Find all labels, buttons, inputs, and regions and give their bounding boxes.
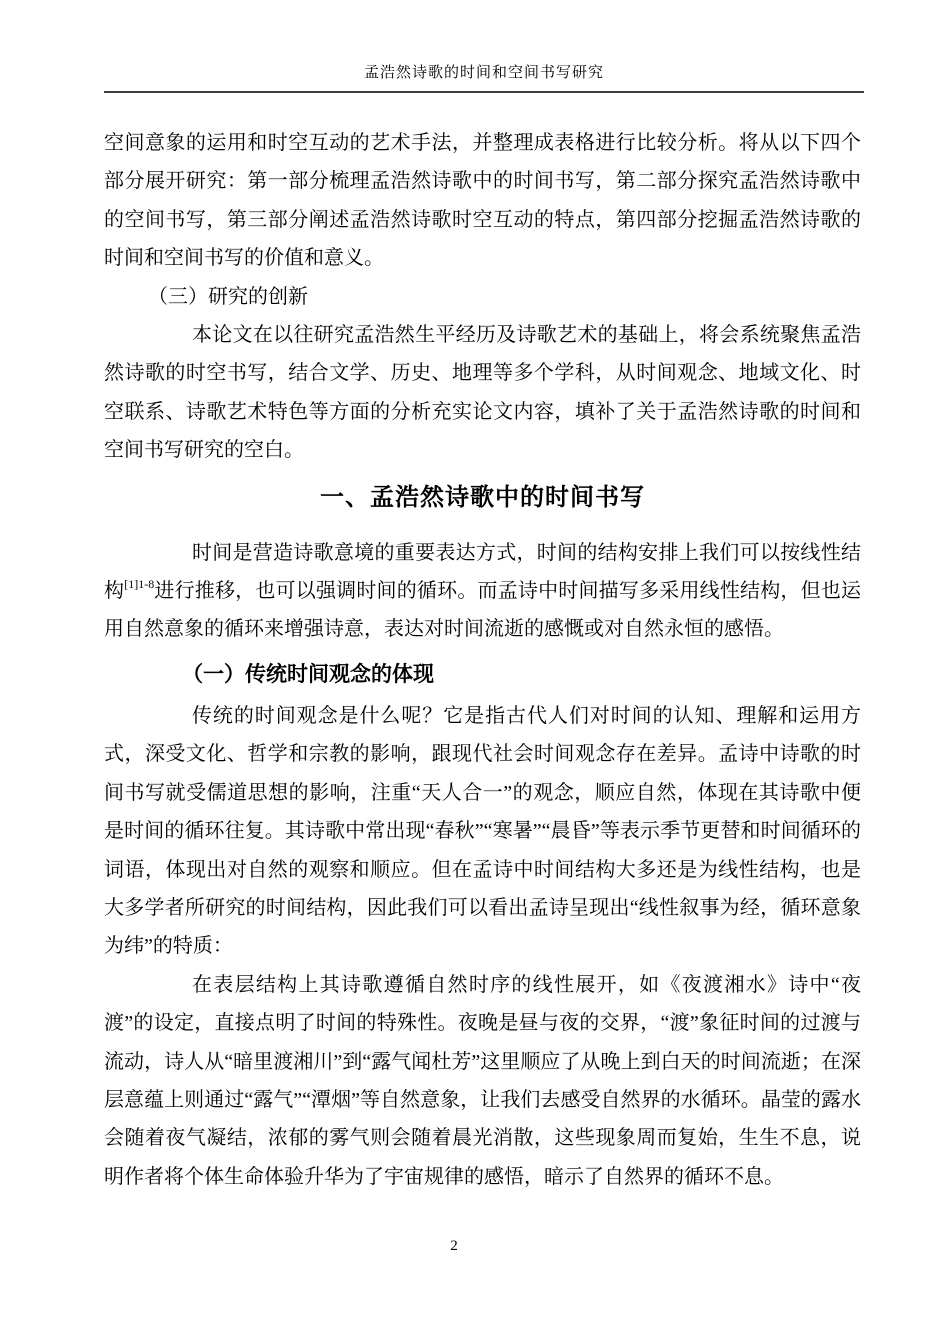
page-footer bbox=[104, 1236, 804, 1256]
time-intro-text-after-citation: 进行推移，也可以强调时间的循环。而孟诗中时间描写多采用线性结构，但也运用自然意象的循环来增强诗意，表达对时间流逝的感慨或对自然永恒的感悟。 bbox=[104, 580, 862, 641]
subsection-heading-research-innovation: （三）研究的创新 bbox=[148, 285, 308, 308]
time-intro-text-before-citation: 时间是营造诗歌意境的重要表达方式，时间的结构安排上我们可以按线性结构 bbox=[104, 541, 861, 603]
page-number: 2 bbox=[450, 1238, 458, 1254]
page-header bbox=[104, 62, 864, 93]
page-body bbox=[104, 124, 861, 1196]
paragraph-surface-structure-analysis: 在表层结构上其诗歌遵循自然时序的线性展开，如《夜渡湘水》诗中“夜渡”的设定，直接点明了时间的特殊性。夜晚是昼与夜的交界，“渡”象征时间的过渡与流动，诗人从“暗里渡湘川”到“露气闻杜芳”这里顺应了从晚上到白天的时间流逝；在深层意蕴上则通过“露气”“潭烟”等自然意象，让我们去感受自然界的水循环。晶莹的露水会随着夜气凝结，浓郁的雾气则会随着晨光消散，这些现象周而复始，生生不息，说明作者将个体生命体验升华为了宇宙规律的感悟，暗示了自然界的循环不息。 bbox=[104, 973, 861, 1188]
paragraph-research-innovation: 本论文在以往研究孟浩然生平经历及诗歌艺术的基础上，将会系统聚焦孟浩然诗歌的时空书写，结合文学、历史、地理等多个学科，从时间观念、地域文化、时空联系、诗歌艺术特色等方面的分析充实论文内容，填补了关于孟浩然诗歌的时间和空间书写研究的空白。 bbox=[104, 324, 861, 462]
section-heading-traditional-time-concept: （一）传统时间观念的体现 bbox=[182, 662, 434, 686]
paragraph-traditional-time-concept: 传统的时间观念是什么呢？它是指古代人们对时间的认知、理解和运用方式，深受文化、哲学和宗教的影响，跟现代社会时间观念存在差异。孟诗中诗歌的时间书写就受儒道思想的影响，注重“天人合一”的观念，顺应自然，体现在其诗歌中便是时间的循环往复。其诗歌中常出现“春秋”“寒暑”“晨昏”等表示季节更替和时间循环的词语，体现出对自然的观察和顺应。但在孟诗中时间结构大多还是为线性结构，也是大多学者所研究的时间结构，因此我们可以看出孟诗呈现出“线性叙事为经，循环意象为纬”的特质： bbox=[104, 704, 861, 958]
chapter-heading-time-writing: 一、孟浩然诗歌中的时间书写 bbox=[320, 483, 645, 511]
paragraph-time-intro bbox=[104, 534, 861, 649]
header-rule bbox=[104, 91, 864, 93]
citation-marker: [1]1-8 bbox=[124, 577, 155, 592]
running-head-title: 孟浩然诗歌的时间和空间书写研究 bbox=[363, 65, 604, 81]
paragraph-overview-continued: 空间意象的运用和时空互动的艺术手法，并整理成表格进行比较分析。将从以下四个部分展开研究：第一部分梳理孟浩然诗歌中的时间书写，第二部分探究孟浩然诗歌中的空间书写，第三部分阐述孟浩然诗歌时空互动的特点，第四部分挖掘孟浩然诗歌的时间和空间书写的价值和意义。 bbox=[104, 132, 861, 270]
